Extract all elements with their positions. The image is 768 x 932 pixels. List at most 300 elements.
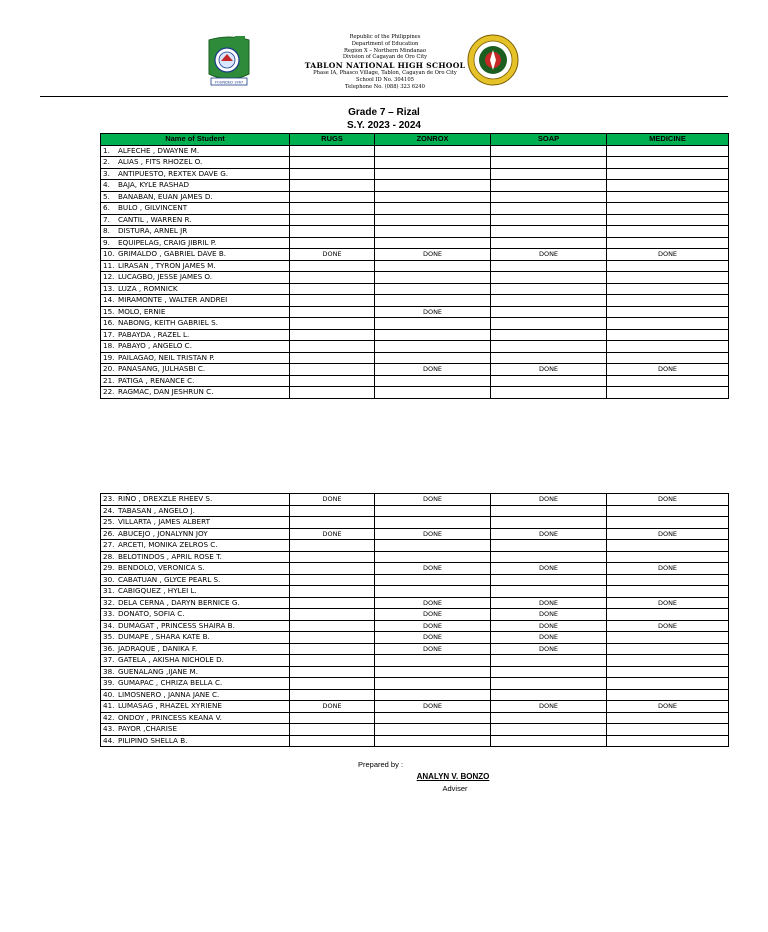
- rugs-status-cell: [290, 517, 375, 529]
- letterhead: [0, 30, 768, 96]
- rugs-status-cell: [290, 643, 375, 655]
- student-cell: [101, 643, 290, 655]
- column-header-medicine: MEDICINE: [607, 134, 729, 146]
- soap-status-cell: [491, 168, 607, 180]
- student-cell: [101, 191, 290, 203]
- zonrox-status-cell: [375, 341, 491, 353]
- zonrox-status-cell: DONE: [375, 364, 491, 376]
- rugs-status-cell: [290, 563, 375, 575]
- table-row: [101, 540, 729, 552]
- table-row: [101, 283, 729, 295]
- table-row: [101, 632, 729, 644]
- row-number: 11.: [103, 260, 115, 270]
- soap-status-cell: [491, 272, 607, 284]
- soap-status-cell: [491, 157, 607, 169]
- medicine-status-cell: [607, 387, 729, 399]
- student-name: ANTIPUESTO, REXTEX DAVE G.: [118, 168, 229, 178]
- student-cell: [101, 551, 290, 563]
- row-number: 29.: [103, 563, 115, 573]
- zonrox-status-cell: [375, 226, 491, 238]
- student-name: GATELA , AKISHA NICHOLE D.: [118, 655, 224, 665]
- roster-body-2: [101, 494, 729, 747]
- class-title: Grade 7 – Rizal: [348, 107, 420, 118]
- medicine-status-cell: DONE: [607, 620, 729, 632]
- row-number: 27.: [103, 540, 115, 550]
- row-number: 19.: [103, 352, 115, 362]
- medicine-status-cell: [607, 352, 729, 364]
- rugs-status-cell: [290, 655, 375, 667]
- row-number: 3.: [103, 168, 110, 178]
- soap-status-cell: DONE: [491, 609, 607, 621]
- medicine-status-cell: [607, 260, 729, 272]
- student-cell: [101, 586, 290, 598]
- student-cell: [101, 540, 290, 552]
- medicine-status-cell: [607, 318, 729, 330]
- rugs-status-cell: [290, 157, 375, 169]
- row-number: 25.: [103, 517, 115, 527]
- table-row: [101, 226, 729, 238]
- soap-status-cell: [491, 724, 607, 736]
- soap-status-cell: [491, 295, 607, 307]
- table-row: [101, 272, 729, 284]
- table-row: [101, 643, 729, 655]
- zonrox-status-cell: [375, 157, 491, 169]
- student-cell: [101, 632, 290, 644]
- soap-status-cell: [491, 666, 607, 678]
- medicine-status-cell: [607, 678, 729, 690]
- rugs-status-cell: [290, 318, 375, 330]
- zonrox-status-cell: [375, 540, 491, 552]
- student-cell: [101, 237, 290, 249]
- student-cell: [101, 341, 290, 353]
- row-number: 13.: [103, 283, 115, 293]
- student-name: PABAYO , ANGELO C.: [118, 341, 192, 351]
- zonrox-status-cell: [375, 666, 491, 678]
- student-name: BELOTINDOS , APRIL ROSE T.: [118, 551, 222, 561]
- student-name: PATIGA , RENANCE C.: [118, 375, 195, 385]
- medicine-status-cell: [607, 157, 729, 169]
- student-name: PAILAGAO, NEIL TRISTAN P.: [118, 352, 215, 362]
- table-row: [101, 701, 729, 713]
- table-header-row: [101, 134, 729, 146]
- rugs-status-cell: [290, 551, 375, 563]
- rugs-status-cell: [290, 666, 375, 678]
- medicine-status-cell: [607, 306, 729, 318]
- soap-status-cell: [491, 387, 607, 399]
- table-row: [101, 724, 729, 736]
- table-row: [101, 387, 729, 399]
- soap-status-cell: [491, 191, 607, 203]
- medicine-status-cell: [607, 226, 729, 238]
- zonrox-status-cell: DONE: [375, 632, 491, 644]
- school-telephone: Telephone No. (088) 323 6240: [345, 83, 425, 90]
- medicine-status-cell: [607, 145, 729, 157]
- row-number: 41.: [103, 701, 115, 711]
- zonrox-status-cell: DONE: [375, 563, 491, 575]
- student-cell: [101, 260, 290, 272]
- soap-status-cell: [491, 329, 607, 341]
- medicine-status-cell: [607, 724, 729, 736]
- zonrox-status-cell: DONE: [375, 597, 491, 609]
- soap-status-cell: DONE: [491, 701, 607, 713]
- row-number: 33.: [103, 609, 115, 619]
- student-name: GRIMALDO , GABRIEL DAVE B.: [118, 249, 227, 259]
- soap-status-cell: [491, 551, 607, 563]
- roster-table-1: [100, 133, 729, 399]
- row-number: 18.: [103, 341, 115, 351]
- soap-status-cell: [491, 586, 607, 598]
- table-row: [101, 666, 729, 678]
- soap-status-cell: [491, 237, 607, 249]
- column-header-zonrox: ZONROX: [375, 134, 491, 146]
- student-cell: [101, 226, 290, 238]
- rugs-status-cell: [290, 191, 375, 203]
- medicine-status-cell: [607, 375, 729, 387]
- table-row: [101, 168, 729, 180]
- soap-status-cell: [491, 540, 607, 552]
- column-header-name: Name of Student: [101, 134, 290, 146]
- row-number: 30.: [103, 574, 115, 584]
- student-cell: [101, 329, 290, 341]
- row-number: 7.: [103, 214, 110, 224]
- student-name: ALFECHE , DWAYNE M.: [118, 145, 200, 155]
- medicine-status-cell: [607, 574, 729, 586]
- rugs-status-cell: [290, 597, 375, 609]
- zonrox-status-cell: [375, 517, 491, 529]
- soap-status-cell: DONE: [491, 643, 607, 655]
- soap-status-cell: [491, 306, 607, 318]
- student-name: VILLARTA , JAMES ALBERT: [118, 517, 210, 527]
- student-cell: [101, 318, 290, 330]
- table-row: [101, 203, 729, 215]
- zonrox-status-cell: [375, 145, 491, 157]
- student-cell: [101, 563, 290, 575]
- row-number: 20.: [103, 364, 115, 374]
- medicine-status-cell: [607, 586, 729, 598]
- student-cell: [101, 724, 290, 736]
- student-cell: [101, 678, 290, 690]
- table-row: [101, 157, 729, 169]
- zonrox-status-cell: [375, 283, 491, 295]
- student-cell: [101, 712, 290, 724]
- school-address: Phase IA, Phasco Village, Tablon, Cagayan de Oro City: [313, 70, 457, 77]
- medicine-status-cell: [607, 655, 729, 667]
- zonrox-status-cell: [375, 574, 491, 586]
- student-cell: [101, 214, 290, 226]
- student-name: LIMOSNERO , JANNA JANE C.: [118, 689, 220, 699]
- medicine-status-cell: DONE: [607, 701, 729, 713]
- zonrox-status-cell: [375, 318, 491, 330]
- rugs-status-cell: [290, 168, 375, 180]
- medicine-status-cell: DONE: [607, 494, 729, 506]
- student-name: GUENALANG ,IJANE M.: [118, 666, 198, 676]
- student-name: PAYOR ,CHARISE: [118, 724, 178, 734]
- table-row: [101, 180, 729, 192]
- medicine-status-cell: DONE: [607, 597, 729, 609]
- medicine-status-cell: [607, 180, 729, 192]
- rugs-status-cell: [290, 145, 375, 157]
- rugs-status-cell: [290, 226, 375, 238]
- medicine-status-cell: [607, 341, 729, 353]
- rugs-status-cell: [290, 712, 375, 724]
- prepared-by-label: Prepared by :: [358, 760, 404, 769]
- zonrox-status-cell: [375, 214, 491, 226]
- rugs-status-cell: DONE: [290, 528, 375, 540]
- table-row: [101, 375, 729, 387]
- signer-role: Adviser: [442, 784, 468, 793]
- student-cell: [101, 666, 290, 678]
- zonrox-status-cell: [375, 586, 491, 598]
- student-cell: [101, 364, 290, 376]
- rugs-status-cell: [290, 306, 375, 318]
- table-row: [101, 597, 729, 609]
- student-name: NABONG, KEITH GABRIEL S.: [118, 318, 218, 328]
- soap-status-cell: DONE: [491, 364, 607, 376]
- rugs-status-cell: [290, 620, 375, 632]
- school-logo: [205, 34, 253, 90]
- row-number: 14.: [103, 295, 115, 305]
- medicine-status-cell: DONE: [607, 528, 729, 540]
- column-header-soap: SOAP: [491, 134, 607, 146]
- school-name: TABLON NATIONAL HIGH SCHOOL: [304, 61, 466, 71]
- roster-table-2: [100, 493, 729, 747]
- zonrox-status-cell: [375, 203, 491, 215]
- zonrox-status-cell: DONE: [375, 643, 491, 655]
- table-row: [101, 329, 729, 341]
- row-number: 35.: [103, 632, 115, 642]
- zonrox-status-cell: [375, 237, 491, 249]
- student-name: ARCETI, MONIKA ZELROS C.: [118, 540, 218, 550]
- student-name: LUCAGBO, JESSE JAMES O.: [118, 272, 213, 282]
- student-cell: [101, 306, 290, 318]
- student-name: CANTIL , WARREN R.: [118, 214, 192, 224]
- soap-status-cell: DONE: [491, 494, 607, 506]
- rugs-status-cell: [290, 295, 375, 307]
- row-number: 37.: [103, 655, 115, 665]
- row-number: 5.: [103, 191, 110, 201]
- medicine-status-cell: [607, 712, 729, 724]
- zonrox-status-cell: DONE: [375, 249, 491, 261]
- zonrox-status-cell: DONE: [375, 609, 491, 621]
- table-row: [101, 586, 729, 598]
- medicine-status-cell: DONE: [607, 249, 729, 261]
- zonrox-status-cell: [375, 724, 491, 736]
- zonrox-status-cell: [375, 260, 491, 272]
- student-name: DELA CERNA , DARYN BERNICE G.: [118, 597, 240, 607]
- rugs-status-cell: [290, 341, 375, 353]
- student-name: TABASAN , ANGELO J.: [118, 505, 195, 515]
- rugs-status-cell: [290, 364, 375, 376]
- zonrox-status-cell: [375, 352, 491, 364]
- medicine-status-cell: [607, 517, 729, 529]
- table-row: [101, 505, 729, 517]
- student-name: PILIPINO SHELLA B.: [118, 735, 188, 745]
- logo-banner-text: FOUNDED 1967: [214, 80, 244, 85]
- student-cell: [101, 249, 290, 261]
- student-name: RAGMAC, DAN JESHRUN C.: [118, 387, 214, 397]
- student-cell: [101, 375, 290, 387]
- rugs-status-cell: DONE: [290, 701, 375, 713]
- student-name: ALIAS , FITS RHOZEL O.: [118, 157, 203, 167]
- row-number: 23.: [103, 494, 115, 504]
- table-row: [101, 609, 729, 621]
- table-row: [101, 620, 729, 632]
- soap-status-cell: DONE: [491, 632, 607, 644]
- medicine-status-cell: [607, 283, 729, 295]
- row-number: 26.: [103, 528, 115, 538]
- table-row: [101, 191, 729, 203]
- zonrox-status-cell: [375, 505, 491, 517]
- student-name: GUMAPAC , CHRIZA BELLA C.: [118, 678, 223, 688]
- row-number: 34.: [103, 620, 115, 630]
- row-number: 42.: [103, 712, 115, 722]
- student-name: ABUCEJO , JONALYNN JOY: [118, 528, 208, 538]
- student-cell: [101, 494, 290, 506]
- medicine-status-cell: [607, 203, 729, 215]
- zonrox-status-cell: DONE: [375, 701, 491, 713]
- soap-status-cell: DONE: [491, 597, 607, 609]
- soap-status-cell: [491, 145, 607, 157]
- table-row: [101, 145, 729, 157]
- soap-status-cell: [491, 517, 607, 529]
- row-number: 36.: [103, 643, 115, 653]
- medicine-status-cell: [607, 295, 729, 307]
- rugs-status-cell: [290, 272, 375, 284]
- school-id: School ID No. 304105: [356, 76, 414, 83]
- soap-status-cell: [491, 574, 607, 586]
- rugs-status-cell: [290, 387, 375, 399]
- student-cell: [101, 609, 290, 621]
- table-row: [101, 689, 729, 701]
- letterhead-text: [290, 34, 480, 91]
- zonrox-status-cell: [375, 551, 491, 563]
- student-name: PABAYDA , RAZEL L.: [118, 329, 190, 339]
- student-name: LUMASAG , RHAZEL XYRIENE: [118, 701, 222, 711]
- student-name: DUMAPE , SHARA KATE B.: [118, 632, 210, 642]
- student-cell: [101, 157, 290, 169]
- zonrox-status-cell: DONE: [375, 528, 491, 540]
- medicine-status-cell: [607, 551, 729, 563]
- medicine-status-cell: [607, 735, 729, 747]
- soap-status-cell: [491, 678, 607, 690]
- soap-status-cell: [491, 180, 607, 192]
- row-number: 32.: [103, 597, 115, 607]
- rugs-status-cell: [290, 260, 375, 272]
- row-number: 8.: [103, 226, 110, 236]
- row-number: 24.: [103, 505, 115, 515]
- medicine-status-cell: [607, 505, 729, 517]
- medicine-status-cell: DONE: [607, 563, 729, 575]
- medicine-status-cell: [607, 237, 729, 249]
- student-cell: [101, 735, 290, 747]
- student-name: DISTURA, ARNEL JR: [118, 226, 188, 236]
- student-cell: [101, 387, 290, 399]
- soap-status-cell: [491, 214, 607, 226]
- rugs-status-cell: [290, 724, 375, 736]
- rugs-status-cell: [290, 540, 375, 552]
- student-cell: [101, 689, 290, 701]
- student-cell: [101, 620, 290, 632]
- zonrox-status-cell: [375, 295, 491, 307]
- soap-status-cell: [491, 226, 607, 238]
- rugs-status-cell: [290, 352, 375, 364]
- student-name: BAJA, KYLE RASHAD: [118, 180, 190, 190]
- row-number: 31.: [103, 586, 115, 596]
- row-number: 4.: [103, 180, 110, 190]
- rugs-status-cell: DONE: [290, 494, 375, 506]
- student-name: BENDOLO, VERONICA S.: [118, 563, 205, 573]
- student-cell: [101, 145, 290, 157]
- table-row: [101, 574, 729, 586]
- student-name: ONDOY , PRINCESS KEANA V.: [118, 712, 222, 722]
- rugs-status-cell: [290, 505, 375, 517]
- medicine-status-cell: [607, 609, 729, 621]
- row-number: 9.: [103, 237, 110, 247]
- student-cell: [101, 180, 290, 192]
- table-row: [101, 655, 729, 667]
- soap-status-cell: [491, 505, 607, 517]
- table-row: [101, 260, 729, 272]
- student-name: DONATO, SOFIA C.: [118, 609, 185, 619]
- rugs-status-cell: [290, 609, 375, 621]
- medicine-status-cell: [607, 666, 729, 678]
- student-cell: [101, 701, 290, 713]
- soap-status-cell: [491, 283, 607, 295]
- soap-status-cell: DONE: [491, 249, 607, 261]
- division-line: Division of Cagayan de Oro City: [342, 54, 428, 61]
- student-name: MOLO, ERNIE: [118, 306, 166, 316]
- student-name: MIRAMONTE , WALTER ANDREI: [118, 295, 228, 305]
- student-name: CABATUAN , GLYCE PEARL S.: [118, 574, 221, 584]
- row-number: 1.: [103, 145, 110, 155]
- table-row: [101, 214, 729, 226]
- student-name: DUMAGAT , PRINCESS SHAIRA B.: [118, 620, 235, 630]
- student-name: LUZA , ROMNICK: [118, 283, 178, 293]
- row-number: 21.: [103, 375, 115, 385]
- medicine-status-cell: [607, 643, 729, 655]
- rugs-status-cell: [290, 180, 375, 192]
- zonrox-status-cell: [375, 180, 491, 192]
- zonrox-status-cell: [375, 387, 491, 399]
- student-cell: [101, 505, 290, 517]
- student-cell: [101, 528, 290, 540]
- rugs-status-cell: [290, 586, 375, 598]
- region-line: Region X – Northern Mindanao: [343, 47, 427, 54]
- table-row: [101, 318, 729, 330]
- soap-status-cell: DONE: [491, 563, 607, 575]
- rugs-status-cell: [290, 678, 375, 690]
- student-cell: [101, 168, 290, 180]
- zonrox-status-cell: [375, 655, 491, 667]
- zonrox-status-cell: [375, 735, 491, 747]
- soap-status-cell: [491, 712, 607, 724]
- table-row: [101, 678, 729, 690]
- rugs-status-cell: [290, 214, 375, 226]
- republic-line: Republic of the Philippines: [349, 34, 421, 40]
- soap-status-cell: [491, 352, 607, 364]
- rugs-status-cell: [290, 735, 375, 747]
- table-row: [101, 517, 729, 529]
- row-number: 39.: [103, 678, 115, 688]
- student-cell: [101, 295, 290, 307]
- rugs-status-cell: [290, 574, 375, 586]
- table-row: [101, 563, 729, 575]
- row-number: 16.: [103, 318, 115, 328]
- row-number: 15.: [103, 306, 115, 316]
- row-number: 17.: [103, 329, 115, 339]
- zonrox-status-cell: [375, 191, 491, 203]
- student-cell: [101, 352, 290, 364]
